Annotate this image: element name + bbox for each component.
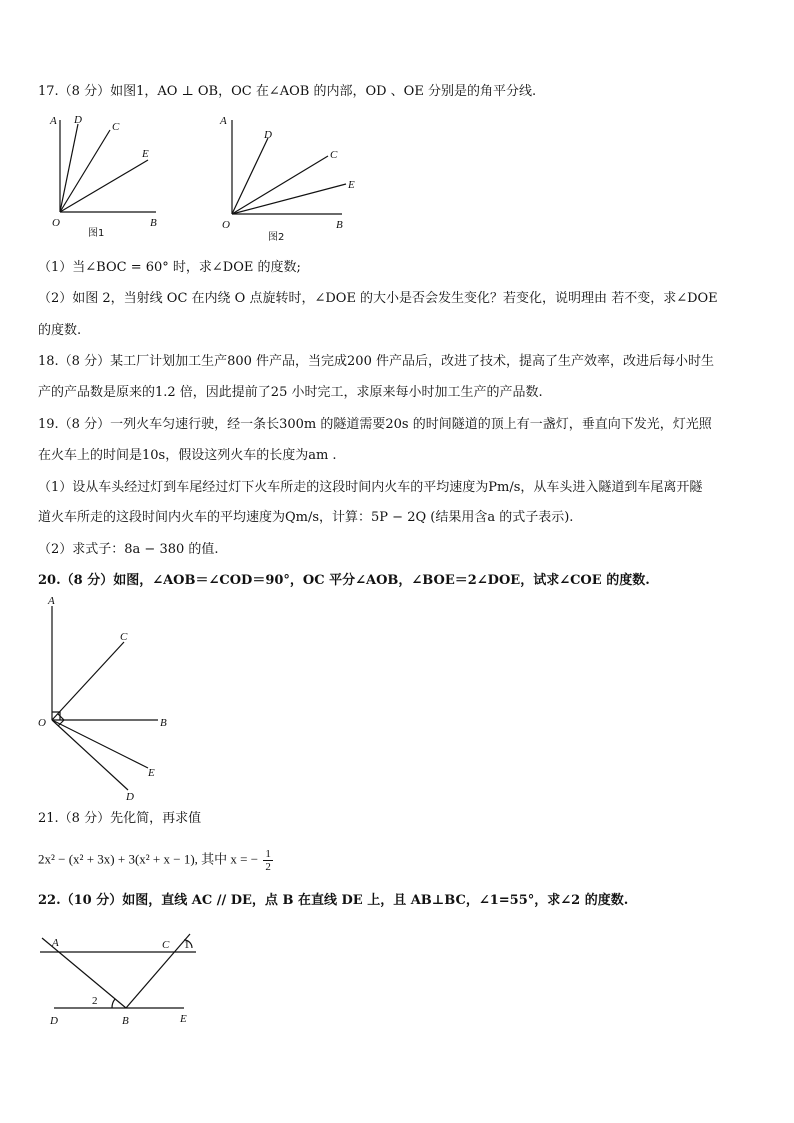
label-D: D xyxy=(126,791,134,803)
label-C: C xyxy=(112,121,120,133)
ray-OE xyxy=(232,184,346,214)
figure-caption: 图2 xyxy=(268,232,285,243)
ray-OC xyxy=(52,642,124,720)
figure-caption: 图1 xyxy=(88,228,105,239)
q17-part2-line1: （2）如图 2，当射线 OC 在内绕 O 点旋转时，∠DOE 的大小是否会发生变化？若变化，说明理由 若不变，求∠DOE xyxy=(38,291,718,306)
ray-OD xyxy=(60,124,78,212)
label-C: C xyxy=(162,939,170,951)
expression-text: 2x² − (x² + 3x) + 3(x² + x − 1), 其中 x = − xyxy=(38,851,259,867)
label-D: D xyxy=(264,129,272,141)
q19-part1-line2: 道火车所走的这段时间内火车的平均速度为Qm/s，计算：5P − 2Q (结果用含a 的式子表示). xyxy=(38,510,574,525)
label-C: C xyxy=(330,149,338,161)
label-E: E xyxy=(348,179,355,191)
fraction xyxy=(263,848,273,873)
q21-expression xyxy=(38,848,273,873)
q22-stem: 22.（10 分）如图，直线 AC // DE，点 B 在直线 DE 上，且 AB⊥BC，∠1=55°，求∠2 的度数. xyxy=(38,893,629,908)
label-A: A xyxy=(220,115,227,127)
label-A: A xyxy=(48,595,55,607)
q19-part2: （2）求式子：8a − 380 的值. xyxy=(38,542,219,557)
label-D: D xyxy=(74,114,82,126)
q19-part1-line1: （1）设从车头经过灯到车尾经过灯下火车所走的这段时间内火车的平均速度为Pm/s，从车头进入隧道到车尾离开隧 xyxy=(38,480,703,495)
label-C: C xyxy=(120,631,128,643)
label-A: A xyxy=(50,115,57,127)
label-E: E xyxy=(180,1013,187,1025)
ray-OE xyxy=(60,160,148,212)
q18-stem-line1: 18.（8 分）某工厂计划加工生产800 件产品，当完成200 件产品后，改进了技术，提高了生产效率，改进后每小时生 xyxy=(38,354,714,369)
q22-figure xyxy=(36,926,211,1031)
label-angle-2: 2 xyxy=(92,995,98,1007)
label-B: B xyxy=(160,717,167,729)
label-A: A xyxy=(52,937,59,949)
q17-stem: 17.（8 分）如图1，AO ⊥ OB，OC 在∠AOB 的内部，OD 、OE 分别是的角平分线. xyxy=(38,84,537,99)
q18-stem-line2: 产的产品数是原来的1.2 倍，因此提前了25 小时完工，求原来每小时加工生产的产品数. xyxy=(38,385,543,400)
label-B: B xyxy=(122,1015,129,1027)
label-O: O xyxy=(222,219,230,231)
q20-stem: 20.（8 分）如图，∠AOB＝∠COD＝90°，OC 平分∠AOB，∠BOE＝2∠DOE，试求∠COE 的度数. xyxy=(38,573,650,588)
q19-stem-line1: 19.（8 分）一列火车匀速行驶，经一条长300m 的隧道需要20s 的时间隧道的顶上有一盏灯，垂直向下发光，灯光照 xyxy=(38,417,712,432)
segment-BC xyxy=(126,934,190,1008)
label-B: B xyxy=(336,219,343,231)
ray-OD xyxy=(52,720,128,790)
q17-figure-1 xyxy=(38,112,178,242)
angle-2-arc xyxy=(112,999,115,1008)
fraction-denominator: 2 xyxy=(265,861,271,873)
fraction-numerator: 1 xyxy=(265,848,271,860)
label-E: E xyxy=(148,767,155,779)
q17-part2-line2: 的度数. xyxy=(38,323,82,338)
label-O: O xyxy=(52,217,60,229)
q20-figure xyxy=(32,592,182,807)
q17-part1: （1）当∠BOC = 60° 时，求∠DOE 的度数; xyxy=(38,260,301,275)
label-angle-1: 1 xyxy=(184,939,190,951)
ray-OE xyxy=(52,720,148,768)
label-O: O xyxy=(38,717,46,729)
label-D: D xyxy=(50,1015,58,1027)
q17-figure-2 xyxy=(210,112,370,244)
label-B: B xyxy=(150,217,157,229)
q21-stem: 21.（8 分）先化简，再求值 xyxy=(38,811,202,826)
label-E: E xyxy=(142,148,149,160)
q19-stem-line2: 在火车上的时间是10s，假设这列火车的长度为am . xyxy=(38,448,337,463)
ray-OC xyxy=(60,130,110,212)
